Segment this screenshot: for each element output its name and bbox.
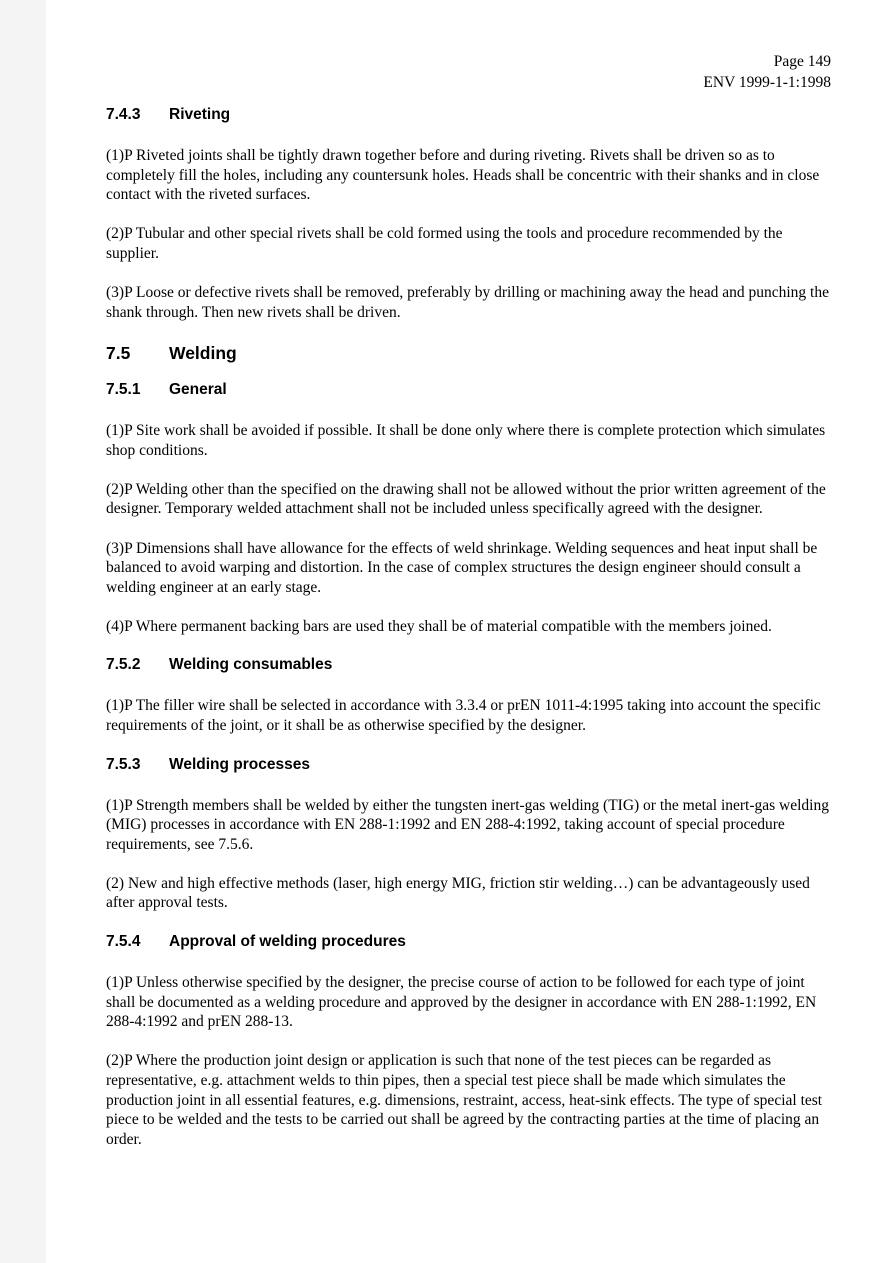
paragraph: (3)P Loose or defective rivets shall be removed, preferably by drilling or machining away the head and punching the shank through. Then new rivets shall be driven. [106, 283, 829, 321]
paragraph: (1)P Unless otherwise specified by the designer, the precise course of action to be followed for each type of joint shall be documented as a welding procedure and approved by the designer in accordance with EN 288-1:1992, EN 288-4:1992 and prEN 288-13. [106, 974, 817, 1031]
paragraph: (1)P Strength members shall be welded by either the tungsten inert-gas welding (TIG) or the metal inert-gas welding (MIG) processes in accordance with EN 288-1:1992 and EN 288-4:1992, taking account of special procedure requirements, see 7.5.6. [106, 796, 829, 853]
section-title: Welding processes [169, 755, 310, 773]
section-title: General [169, 381, 227, 399]
section-heading-7-5 [106, 340, 832, 366]
paragraph: (2) New and high effective methods (laser, high energy MIG, friction stir welding…) can be advantageously used after approval tests. [106, 874, 810, 912]
paragraph: (2)P Where the production joint design or application is such that none of the test pieces can be regarded as representative, e.g. attachment welds to thin pipes, then a special test piece shall be made which simulates the production joint in all essential features, e.g. dimensions, restraint, access, heat-sink effects. The type of special test piece to be welded and the tests to be carried out shall be agreed by the contracting parties at the time of placing an order. [106, 1052, 823, 1148]
paragraph: (2)P Welding other than the specified on the drawing shall not be allowed without the prior written agreement of the designer. Temporary welded attachment shall not be included unless specifically agreed with the designer. [106, 480, 826, 518]
section-number: 7.4.3 [106, 106, 141, 123]
page-number: Page 149 [773, 53, 831, 70]
paragraph: (3)P Dimensions shall have allowance for the effects of weld shrinkage. Welding sequences and heat input shall be balanced to avoid warping and distortion. In the case of complex structures the design engineer should consult a welding engineer at an early stage. [106, 539, 818, 596]
section-number: 7.5.3 [106, 755, 141, 773]
section-heading-7-4-3 [106, 104, 832, 126]
paragraph: (1)P The filler wire shall be selected in accordance with 3.3.4 or prEN 1011-4:1995 taking into account the specific requirements of the joint, or it shall be as otherwise specified by the designer. [106, 697, 821, 734]
section-number: 7.5.1 [106, 381, 141, 399]
section-heading-7-5-1 [106, 379, 832, 401]
paragraph: (4)P Where permanent backing bars are used they shall be of material compatible with the members joined. [106, 617, 772, 635]
document-code: ENV 1999-1-1:1998 [703, 74, 831, 91]
section-number: 7.5.4 [106, 933, 141, 951]
paragraph: (2)P Tubular and other special rivets shall be cold formed using the tools and procedure recommended by the supplier. [106, 225, 783, 262]
section-number: 7.5 [106, 343, 131, 364]
page-header [703, 51, 831, 93]
section-title: Riveting [169, 106, 231, 123]
section-title: Approval of welding procedures [169, 933, 406, 951]
paragraph: (1)P Riveted joints shall be tightly drawn together before and during riveting. Rivets shall be driven so as to completely fill the holes, including any countersunk holes. Heads shall be concentric with their shanks and in close contact with the riveted surfaces. [106, 147, 820, 204]
document-body [106, 104, 832, 1149]
paragraph: (1)P Site work shall be avoided if possible. It shall be done only where there is complete protection which simulates shop conditions. [106, 422, 826, 459]
section-number: 7.5.2 [106, 656, 141, 674]
section-heading-7-5-4 [106, 931, 832, 953]
section-heading-7-5-3 [106, 754, 832, 776]
page-scan-edge [0, 0, 46, 1263]
section-heading-7-5-2 [106, 654, 832, 676]
section-title: Welding [169, 343, 237, 364]
section-title: Welding consumables [169, 656, 333, 674]
